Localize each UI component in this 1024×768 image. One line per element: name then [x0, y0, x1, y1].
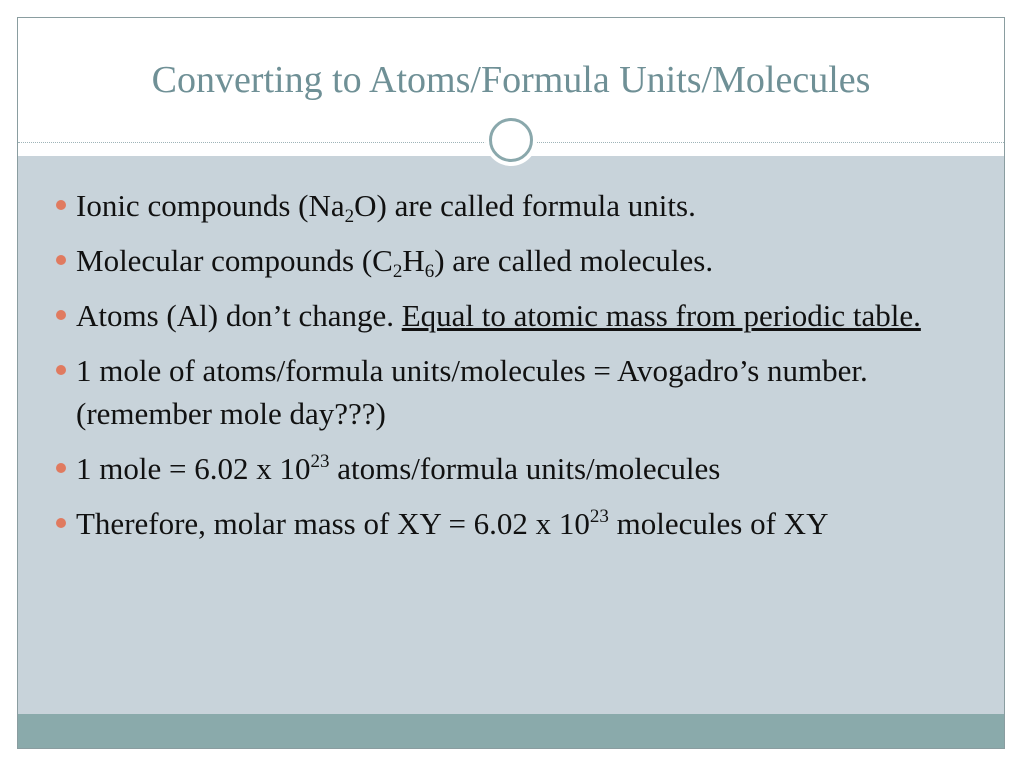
bullet-list	[56, 184, 966, 557]
bullet-dot-icon	[56, 365, 66, 375]
bullet-dot-icon	[56, 310, 66, 320]
bullet-text: Atoms (Al) don’t change.	[76, 298, 402, 333]
bullet-item-mole-definition	[56, 349, 966, 435]
circle-ornament-icon	[485, 114, 537, 166]
bullet-item-atoms	[56, 294, 966, 337]
bullet-item-ionic	[56, 184, 966, 227]
slide	[17, 17, 1005, 749]
superscript: 23	[589, 506, 609, 527]
bullet-dot-icon	[56, 255, 66, 265]
bullet-item-molecular	[56, 239, 966, 282]
bullet-dot-icon	[56, 463, 66, 473]
bullet-dot-icon	[56, 518, 66, 528]
underlined-text: Equal to atomic mass from periodic table.	[401, 298, 921, 333]
footer-bar	[18, 714, 1004, 748]
bullet-text: O) are called formula units.	[354, 188, 696, 223]
subscript: 2	[392, 261, 403, 282]
bullet-text: 1 mole of atoms/formula units/molecules = Avogadro’s number. (remember mole day???)	[76, 353, 868, 431]
slide-title: Converting to Atoms/Formula Units/Molecules	[151, 59, 871, 101]
circle-ring-icon	[489, 118, 533, 162]
superscript: 23	[310, 451, 330, 472]
bullet-text: H	[402, 243, 425, 278]
bullet-item-molar-mass	[56, 502, 966, 545]
content-area	[18, 156, 1004, 716]
bullet-item-avogadro	[56, 447, 966, 490]
subscript: 2	[344, 206, 355, 227]
bullet-dot-icon	[56, 200, 66, 210]
bullet-text: ) are called molecules.	[434, 243, 714, 278]
bullet-text: Ionic compounds (Na	[76, 188, 345, 223]
bullet-text: 1 mole = 6.02 x 10	[76, 451, 311, 486]
bullet-text: Therefore, molar mass of XY = 6.02 x 10	[76, 506, 590, 541]
bullet-text: atoms/formula units/molecules	[329, 451, 721, 486]
bullet-text: molecules of XY	[608, 506, 829, 541]
subscript: 6	[424, 261, 435, 282]
bullet-text: Molecular compounds (C	[76, 243, 393, 278]
